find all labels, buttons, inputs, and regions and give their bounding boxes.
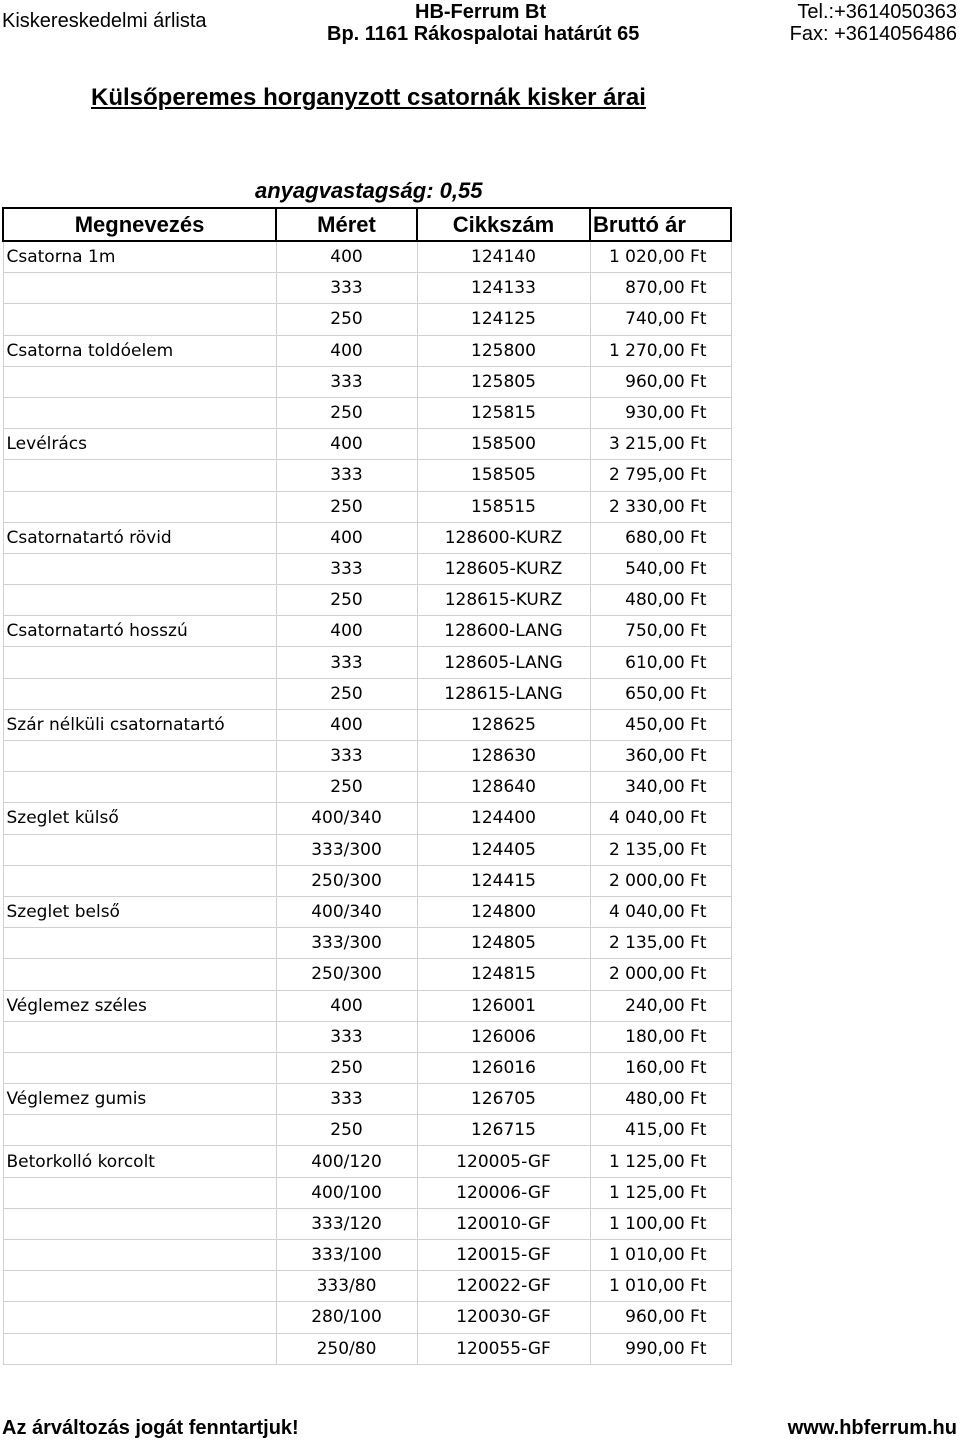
product-name-cell: Csatornatartó hosszú bbox=[3, 616, 276, 647]
size-cell: 250/300 bbox=[276, 959, 417, 990]
item-number-cell: 128615-LANG bbox=[417, 678, 590, 709]
product-name-cell bbox=[3, 1333, 276, 1364]
size-cell: 400 bbox=[276, 709, 417, 740]
table-row bbox=[3, 1240, 731, 1271]
product-name-cell bbox=[3, 1271, 276, 1302]
item-number-cell: 128640 bbox=[417, 772, 590, 803]
product-name-cell: Véglemez széles bbox=[3, 990, 276, 1021]
table-row bbox=[3, 803, 731, 834]
product-name-cell bbox=[3, 1052, 276, 1083]
gross-price-cell: 540,00 Ft bbox=[590, 553, 731, 584]
size-cell: 333/300 bbox=[276, 834, 417, 865]
size-cell: 333 bbox=[276, 741, 417, 772]
size-cell: 333/80 bbox=[276, 1271, 417, 1302]
item-number-cell: 158500 bbox=[417, 429, 590, 460]
size-cell: 333 bbox=[276, 647, 417, 678]
product-name-cell: Szár nélküli csatornatartó bbox=[3, 709, 276, 740]
size-cell: 333 bbox=[276, 460, 417, 491]
item-number-cell: 124140 bbox=[417, 241, 590, 273]
size-cell: 250 bbox=[276, 397, 417, 428]
gross-price-cell: 930,00 Ft bbox=[590, 397, 731, 428]
item-number-cell: 120010-GF bbox=[417, 1208, 590, 1239]
header-telephone: Tel.:+3614050363 bbox=[797, 1, 957, 23]
gross-price-cell: 1 270,00 Ft bbox=[590, 335, 731, 366]
table-row bbox=[3, 616, 731, 647]
table-row bbox=[3, 1271, 731, 1302]
size-cell: 250 bbox=[276, 1052, 417, 1083]
gross-price-cell: 180,00 Ft bbox=[590, 1021, 731, 1052]
item-number-cell: 124815 bbox=[417, 959, 590, 990]
gross-price-cell: 2 000,00 Ft bbox=[590, 959, 731, 990]
item-number-cell: 125815 bbox=[417, 397, 590, 428]
size-cell: 280/100 bbox=[276, 1302, 417, 1333]
item-number-cell: 125805 bbox=[417, 366, 590, 397]
table-row bbox=[3, 678, 731, 709]
item-number-cell: 126016 bbox=[417, 1052, 590, 1083]
table-row bbox=[3, 522, 731, 553]
table-row bbox=[3, 1146, 731, 1177]
product-name-cell bbox=[3, 1115, 276, 1146]
item-number-cell: 120055-GF bbox=[417, 1333, 590, 1364]
gross-price-cell: 415,00 Ft bbox=[590, 1115, 731, 1146]
item-number-cell: 158505 bbox=[417, 460, 590, 491]
gross-price-cell: 160,00 Ft bbox=[590, 1052, 731, 1083]
gross-price-cell: 1 020,00 Ft bbox=[590, 241, 731, 273]
product-name-cell bbox=[3, 834, 276, 865]
table-row bbox=[3, 1302, 731, 1333]
size-cell: 400/100 bbox=[276, 1177, 417, 1208]
gross-price-cell: 680,00 Ft bbox=[590, 522, 731, 553]
gross-price-cell: 750,00 Ft bbox=[590, 616, 731, 647]
table-row bbox=[3, 1208, 731, 1239]
table-row bbox=[3, 896, 731, 927]
size-cell: 400/120 bbox=[276, 1146, 417, 1177]
gross-price-cell: 4 040,00 Ft bbox=[590, 896, 731, 927]
table-row bbox=[3, 772, 731, 803]
table-row bbox=[3, 1177, 731, 1208]
product-name-cell: Véglemez gumis bbox=[3, 1084, 276, 1115]
size-cell: 250/300 bbox=[276, 865, 417, 896]
table-row bbox=[3, 741, 731, 772]
table-row bbox=[3, 241, 731, 273]
table-row bbox=[3, 959, 731, 990]
gross-price-cell: 2 000,00 Ft bbox=[590, 865, 731, 896]
size-cell: 250 bbox=[276, 585, 417, 616]
size-cell: 250 bbox=[276, 678, 417, 709]
product-name-cell bbox=[3, 772, 276, 803]
gross-price-cell: 1 125,00 Ft bbox=[590, 1146, 731, 1177]
size-cell: 250 bbox=[276, 772, 417, 803]
size-cell: 333 bbox=[276, 1021, 417, 1052]
item-number-cell: 124415 bbox=[417, 865, 590, 896]
page-title: Külsőperemes horganyzott csatornák kisker árai bbox=[91, 84, 646, 111]
size-cell: 333/300 bbox=[276, 928, 417, 959]
size-cell: 250/80 bbox=[276, 1333, 417, 1364]
product-name-cell: Levélrács bbox=[3, 429, 276, 460]
size-cell: 333 bbox=[276, 553, 417, 584]
material-thickness: anyagvastagság: 0,55 bbox=[255, 178, 483, 203]
footer-website: www.hbferrum.hu bbox=[787, 1417, 957, 1439]
table-row bbox=[3, 553, 731, 584]
gross-price-cell: 2 795,00 Ft bbox=[590, 460, 731, 491]
size-cell: 400 bbox=[276, 616, 417, 647]
gross-price-cell: 340,00 Ft bbox=[590, 772, 731, 803]
item-number-cell: 124800 bbox=[417, 896, 590, 927]
size-cell: 400 bbox=[276, 241, 417, 273]
gross-price-cell: 1 100,00 Ft bbox=[590, 1208, 731, 1239]
product-name-cell: Csatorna 1m bbox=[3, 241, 276, 273]
size-cell: 250 bbox=[276, 491, 417, 522]
table-row bbox=[3, 429, 731, 460]
table-row bbox=[3, 865, 731, 896]
gross-price-cell: 2 330,00 Ft bbox=[590, 491, 731, 522]
item-number-cell: 124125 bbox=[417, 304, 590, 335]
product-name-cell: Csatorna toldóelem bbox=[3, 335, 276, 366]
gross-price-cell: 2 135,00 Ft bbox=[590, 928, 731, 959]
item-number-cell: 128605-KURZ bbox=[417, 553, 590, 584]
product-name-cell bbox=[3, 397, 276, 428]
header-list-type: Kiskereskedelmi árlista bbox=[2, 10, 207, 32]
gross-price-cell: 740,00 Ft bbox=[590, 304, 731, 335]
size-cell: 333 bbox=[276, 1084, 417, 1115]
gross-price-cell: 960,00 Ft bbox=[590, 1302, 731, 1333]
item-number-cell: 125800 bbox=[417, 335, 590, 366]
product-name-cell bbox=[3, 928, 276, 959]
size-cell: 333 bbox=[276, 366, 417, 397]
table-row bbox=[3, 585, 731, 616]
size-cell: 333/100 bbox=[276, 1240, 417, 1271]
table-row bbox=[3, 304, 731, 335]
item-number-cell: 126705 bbox=[417, 1084, 590, 1115]
footer-disclaimer: Az árváltozás jogát fenntartjuk! bbox=[2, 1417, 299, 1439]
column-header-size: Méret bbox=[276, 208, 417, 241]
size-cell: 400 bbox=[276, 335, 417, 366]
product-name-cell bbox=[3, 491, 276, 522]
column-header-gross-price: Bruttó ár bbox=[590, 208, 731, 241]
product-name-cell: Csatornatartó rövid bbox=[3, 522, 276, 553]
gross-price-cell: 240,00 Ft bbox=[590, 990, 731, 1021]
size-cell: 400 bbox=[276, 522, 417, 553]
gross-price-cell: 1 010,00 Ft bbox=[590, 1240, 731, 1271]
item-number-cell: 126715 bbox=[417, 1115, 590, 1146]
item-number-cell: 128625 bbox=[417, 709, 590, 740]
size-cell: 333 bbox=[276, 273, 417, 304]
gross-price-cell: 450,00 Ft bbox=[590, 709, 731, 740]
item-number-cell: 158515 bbox=[417, 491, 590, 522]
item-number-cell: 120030-GF bbox=[417, 1302, 590, 1333]
item-number-cell: 120022-GF bbox=[417, 1271, 590, 1302]
gross-price-cell: 870,00 Ft bbox=[590, 273, 731, 304]
gross-price-cell: 650,00 Ft bbox=[590, 678, 731, 709]
gross-price-cell: 2 135,00 Ft bbox=[590, 834, 731, 865]
product-name-cell bbox=[3, 304, 276, 335]
product-name-cell bbox=[3, 1302, 276, 1333]
table-row bbox=[3, 397, 731, 428]
size-cell: 333/120 bbox=[276, 1208, 417, 1239]
table-row bbox=[3, 709, 731, 740]
gross-price-cell: 480,00 Ft bbox=[590, 1084, 731, 1115]
gross-price-cell: 480,00 Ft bbox=[590, 585, 731, 616]
product-name-cell bbox=[3, 1021, 276, 1052]
product-name-cell bbox=[3, 959, 276, 990]
gross-price-cell: 4 040,00 Ft bbox=[590, 803, 731, 834]
product-name-cell bbox=[3, 741, 276, 772]
product-name-cell: Szeglet külső bbox=[3, 803, 276, 834]
item-number-cell: 126001 bbox=[417, 990, 590, 1021]
gross-price-cell: 360,00 Ft bbox=[590, 741, 731, 772]
gross-price-cell: 1 010,00 Ft bbox=[590, 1271, 731, 1302]
item-number-cell: 120005-GF bbox=[417, 1146, 590, 1177]
table-row bbox=[3, 335, 731, 366]
product-name-cell bbox=[3, 366, 276, 397]
item-number-cell: 128630 bbox=[417, 741, 590, 772]
item-number-cell: 124805 bbox=[417, 928, 590, 959]
item-number-cell: 128600-KURZ bbox=[417, 522, 590, 553]
item-number-cell: 124400 bbox=[417, 803, 590, 834]
product-name-cell: Szeglet belső bbox=[3, 896, 276, 927]
item-number-cell: 128615-KURZ bbox=[417, 585, 590, 616]
size-cell: 250 bbox=[276, 1115, 417, 1146]
size-cell: 250 bbox=[276, 304, 417, 335]
item-number-cell: 128600-LANG bbox=[417, 616, 590, 647]
table-row bbox=[3, 647, 731, 678]
table-row bbox=[3, 366, 731, 397]
size-cell: 400 bbox=[276, 990, 417, 1021]
table-header-row bbox=[3, 208, 731, 241]
header-address: Bp. 1161 Rákospalotai határút 65 bbox=[327, 23, 640, 45]
table-row bbox=[3, 491, 731, 522]
size-cell: 400/340 bbox=[276, 896, 417, 927]
product-name-cell bbox=[3, 460, 276, 491]
product-name-cell bbox=[3, 647, 276, 678]
product-name-cell bbox=[3, 1208, 276, 1239]
product-name-cell bbox=[3, 1177, 276, 1208]
product-name-cell bbox=[3, 1240, 276, 1271]
table-row bbox=[3, 1115, 731, 1146]
table-row bbox=[3, 1333, 731, 1364]
table-row bbox=[3, 1052, 731, 1083]
gross-price-cell: 1 125,00 Ft bbox=[590, 1177, 731, 1208]
price-table bbox=[2, 207, 732, 1365]
table-body bbox=[3, 241, 731, 1364]
item-number-cell: 128605-LANG bbox=[417, 647, 590, 678]
gross-price-cell: 3 215,00 Ft bbox=[590, 429, 731, 460]
table-row bbox=[3, 1021, 731, 1052]
header-company-name: HB-Ferrum Bt bbox=[415, 1, 547, 23]
table-row bbox=[3, 1084, 731, 1115]
header-fax: Fax: +3614056486 bbox=[789, 23, 957, 45]
item-number-cell: 126006 bbox=[417, 1021, 590, 1052]
size-cell: 400 bbox=[276, 429, 417, 460]
gross-price-cell: 960,00 Ft bbox=[590, 366, 731, 397]
product-name-cell bbox=[3, 678, 276, 709]
product-name-cell: Betorkolló korcolt bbox=[3, 1146, 276, 1177]
size-cell: 400/340 bbox=[276, 803, 417, 834]
column-header-name: Megnevezés bbox=[3, 208, 276, 241]
product-name-cell bbox=[3, 553, 276, 584]
item-number-cell: 124133 bbox=[417, 273, 590, 304]
gross-price-cell: 610,00 Ft bbox=[590, 647, 731, 678]
item-number-cell: 124405 bbox=[417, 834, 590, 865]
table-row bbox=[3, 460, 731, 491]
item-number-cell: 120006-GF bbox=[417, 1177, 590, 1208]
product-name-cell bbox=[3, 865, 276, 896]
table-row bbox=[3, 834, 731, 865]
table-row bbox=[3, 990, 731, 1021]
column-header-item-number: Cikkszám bbox=[417, 208, 590, 241]
item-number-cell: 120015-GF bbox=[417, 1240, 590, 1271]
product-name-cell bbox=[3, 273, 276, 304]
product-name-cell bbox=[3, 585, 276, 616]
table-row bbox=[3, 928, 731, 959]
gross-price-cell: 990,00 Ft bbox=[590, 1333, 731, 1364]
table-row bbox=[3, 273, 731, 304]
